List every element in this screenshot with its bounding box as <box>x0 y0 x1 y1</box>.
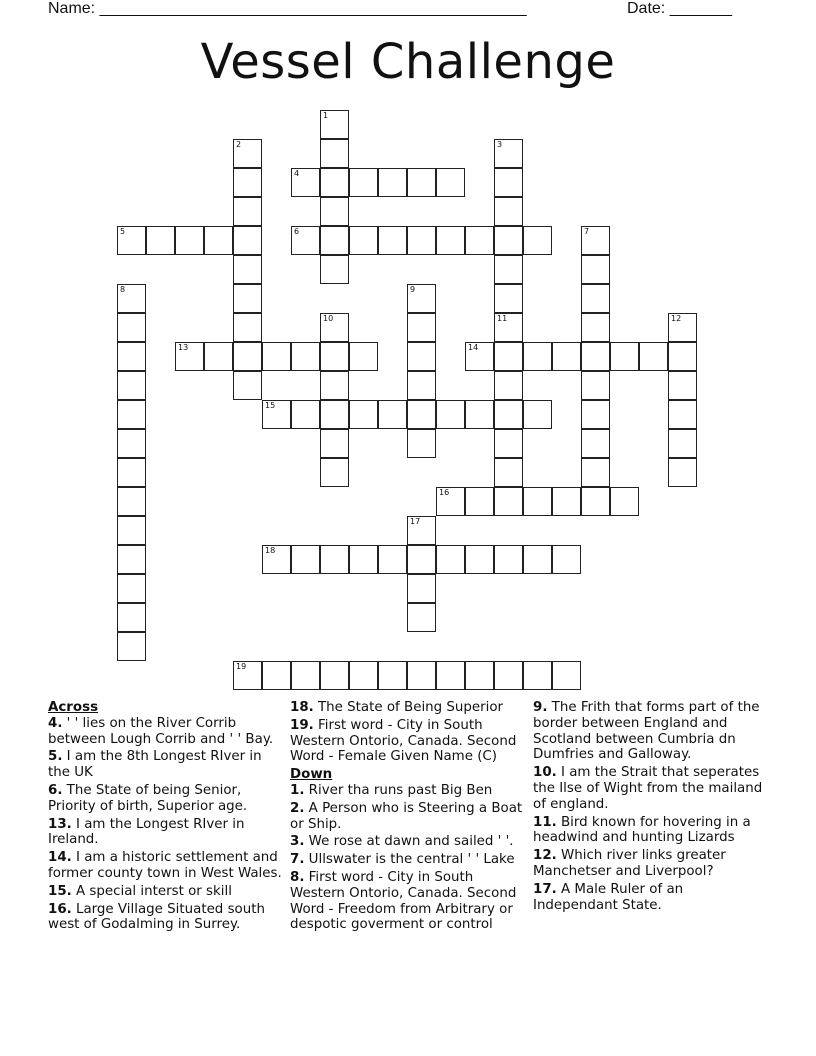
grid-cell[interactable] <box>320 226 349 255</box>
grid-cell[interactable] <box>262 545 291 574</box>
grid-cell[interactable] <box>320 371 349 400</box>
grid-cell[interactable] <box>117 458 146 487</box>
clue-text: Which river links greater Manchetser and Liverpool? <box>533 848 726 879</box>
clue-text: The State of Being Superior <box>318 700 504 715</box>
clue-text: A Person who is Steering a Boat or Ship. <box>290 800 523 832</box>
clue-text: A Male Ruler of an Independant State. <box>533 881 684 913</box>
grid-cell[interactable] <box>320 197 349 226</box>
grid-cell[interactable] <box>233 168 262 197</box>
grid-cell[interactable] <box>494 458 523 487</box>
clue-down-17 <box>533 882 769 914</box>
grid-cell[interactable] <box>494 255 523 284</box>
grid-cell[interactable] <box>291 545 320 574</box>
across-heading: Across <box>48 700 99 715</box>
clue-number: 16. <box>48 901 72 917</box>
grid-cell[interactable] <box>349 342 378 371</box>
grid-cell[interactable] <box>117 342 146 371</box>
clues-column-1 <box>48 700 284 935</box>
cell-number: 4 <box>294 169 300 178</box>
grid-cell[interactable] <box>523 226 552 255</box>
grid-cell[interactable] <box>262 661 291 690</box>
clue-number: 14. <box>48 850 72 866</box>
cell-number: 6 <box>294 227 300 236</box>
grid-cell[interactable] <box>175 226 204 255</box>
grid-cell[interactable] <box>668 458 697 487</box>
clue-text: I am the Strait that seperates the Ilse of Wight from the mailand of england. <box>533 765 763 812</box>
grid-cell[interactable] <box>233 197 262 226</box>
grid-cell[interactable] <box>349 661 378 690</box>
grid-cell[interactable] <box>581 429 610 458</box>
cell-number: 19 <box>236 662 247 671</box>
grid-cell[interactable] <box>320 400 349 429</box>
clue-text: We rose at dawn and sailed ' '. <box>308 834 514 850</box>
grid-cell[interactable] <box>378 226 407 255</box>
clue-number: 13. <box>48 816 72 832</box>
clue-down-8 <box>290 870 526 933</box>
grid-cell[interactable] <box>378 545 407 574</box>
date-field[interactable]: Date: _______ <box>627 0 732 17</box>
grid-cell[interactable] <box>436 545 465 574</box>
grid-cell[interactable] <box>436 487 465 516</box>
grid-cell[interactable] <box>407 516 436 545</box>
grid-cell[interactable] <box>581 371 610 400</box>
grid-cell[interactable] <box>117 371 146 400</box>
grid-cell[interactable] <box>581 400 610 429</box>
grid-cell[interactable] <box>668 313 697 342</box>
grid-cell[interactable] <box>552 661 581 690</box>
grid-cell[interactable] <box>117 284 146 313</box>
grid-cell[interactable] <box>552 342 581 371</box>
grid-cell[interactable] <box>407 284 436 313</box>
grid-cell[interactable] <box>610 487 639 516</box>
grid-cell[interactable] <box>407 226 436 255</box>
grid-cell[interactable] <box>407 545 436 574</box>
grid-cell[interactable] <box>175 342 204 371</box>
grid-cell[interactable] <box>204 342 233 371</box>
cell-number: 9 <box>410 285 416 294</box>
clue-number: 11. <box>533 814 557 830</box>
grid-cell[interactable] <box>349 168 378 197</box>
grid-cell[interactable] <box>494 545 523 574</box>
clue-number: 19. <box>290 717 314 733</box>
grid-cell[interactable] <box>233 313 262 342</box>
clue-text: I am a historic settlement and former county town in West Wales. <box>48 850 282 881</box>
grid-cell[interactable] <box>407 313 436 342</box>
grid-cell[interactable] <box>117 226 146 255</box>
grid-cell[interactable] <box>668 342 697 371</box>
grid-cell[interactable] <box>204 226 233 255</box>
grid-cell[interactable] <box>465 661 494 690</box>
grid-cell[interactable] <box>233 226 262 255</box>
clue-number: 17. <box>533 881 557 897</box>
grid-cell[interactable] <box>436 226 465 255</box>
grid-cell[interactable] <box>494 313 523 342</box>
grid-cell[interactable] <box>117 545 146 574</box>
grid-cell[interactable] <box>581 226 610 255</box>
clue-down-3 <box>290 834 526 850</box>
grid-cell[interactable] <box>320 313 349 342</box>
grid-cell[interactable] <box>552 545 581 574</box>
grid-cell[interactable] <box>291 226 320 255</box>
clues-column-2 <box>290 700 526 935</box>
grid-cell[interactable] <box>117 516 146 545</box>
clue-text: First word - City in South Western Ontorio, Canada. Second Word - Female Given Name (C) <box>290 717 517 765</box>
grid-cell[interactable] <box>291 168 320 197</box>
clue-number: 18. <box>290 700 314 715</box>
grid-cell[interactable] <box>349 400 378 429</box>
cell-number: 13 <box>178 343 189 352</box>
grid-cell[interactable] <box>581 255 610 284</box>
grid-cell[interactable] <box>233 661 262 690</box>
grid-cell[interactable] <box>117 313 146 342</box>
clue-across-14 <box>48 850 284 882</box>
grid-cell[interactable] <box>320 168 349 197</box>
clue-number: 9. <box>533 700 548 715</box>
grid-cell[interactable] <box>117 400 146 429</box>
grid-cell[interactable] <box>465 487 494 516</box>
clue-number: 2. <box>290 800 305 816</box>
clue-across-6 <box>48 783 284 815</box>
grid-cell[interactable] <box>407 168 436 197</box>
grid-cell[interactable] <box>494 226 523 255</box>
grid-cell[interactable] <box>465 400 494 429</box>
grid-cell[interactable] <box>320 458 349 487</box>
cell-number: 14 <box>468 343 479 352</box>
grid-cell[interactable] <box>407 574 436 603</box>
clue-across-19 <box>290 718 526 765</box>
clue-number: 4. <box>48 715 63 731</box>
grid-cell[interactable] <box>668 371 697 400</box>
down-heading: Down <box>290 767 333 783</box>
clue-number: 15. <box>48 883 72 899</box>
grid-cell[interactable] <box>320 545 349 574</box>
clue-text: Bird known for hovering in a headwind and hunting Lizards <box>533 814 751 846</box>
grid-cell[interactable] <box>581 342 610 371</box>
grid-cell[interactable] <box>494 429 523 458</box>
clue-down-11 <box>533 815 769 847</box>
grid-cell[interactable] <box>610 342 639 371</box>
grid-cell[interactable] <box>465 226 494 255</box>
grid-cell[interactable] <box>117 429 146 458</box>
grid-cell[interactable] <box>668 429 697 458</box>
grid-cell[interactable] <box>552 487 581 516</box>
clue-number: 3. <box>290 834 305 850</box>
grid-cell[interactable] <box>233 139 262 168</box>
grid-cell[interactable] <box>494 400 523 429</box>
clue-number: 10. <box>533 765 557 781</box>
grid-cell[interactable] <box>494 342 523 371</box>
grid-cell[interactable] <box>494 197 523 226</box>
cell-number: 2 <box>236 140 242 149</box>
grid-cell[interactable] <box>320 139 349 168</box>
grid-cell[interactable] <box>378 661 407 690</box>
clue-text: I am the 8th Longest RIver in the UK <box>48 749 262 781</box>
grid-cell[interactable] <box>117 487 146 516</box>
cell-number: 17 <box>410 517 421 526</box>
grid-cell[interactable] <box>494 284 523 313</box>
clue-number: 6. <box>48 782 63 798</box>
grid-cell[interactable] <box>291 400 320 429</box>
clue-across-16 <box>48 902 284 934</box>
clues-column-3 <box>533 700 769 915</box>
grid-cell[interactable] <box>581 487 610 516</box>
grid-cell[interactable] <box>494 661 523 690</box>
clue-down-2 <box>290 801 526 833</box>
grid-cell[interactable] <box>262 342 291 371</box>
cell-number: 7 <box>584 227 590 236</box>
clue-across-5 <box>48 749 284 781</box>
grid-cell[interactable] <box>320 255 349 284</box>
grid-cell[interactable] <box>378 168 407 197</box>
grid-cell[interactable] <box>581 284 610 313</box>
grid-cell[interactable] <box>465 545 494 574</box>
grid-cell[interactable] <box>465 342 494 371</box>
grid-cell[interactable] <box>639 342 668 371</box>
grid-cell[interactable] <box>117 574 146 603</box>
grid-cell[interactable] <box>233 284 262 313</box>
grid-cell[interactable] <box>291 661 320 690</box>
clue-across-13 <box>48 817 284 849</box>
grid-cell[interactable] <box>436 661 465 690</box>
grid-cell[interactable] <box>523 342 552 371</box>
clue-down-9 <box>533 700 769 763</box>
grid-cell[interactable] <box>494 139 523 168</box>
grid-cell[interactable] <box>407 661 436 690</box>
grid-cell[interactable] <box>581 313 610 342</box>
grid-cell[interactable] <box>233 342 262 371</box>
grid-cell[interactable] <box>494 168 523 197</box>
cell-number: 16 <box>439 488 450 497</box>
clue-text: Ullswater is the central ' ' Lake <box>308 852 515 868</box>
grid-cell[interactable] <box>262 400 291 429</box>
grid-cell[interactable] <box>436 168 465 197</box>
cell-number: 8 <box>120 285 126 294</box>
grid-cell[interactable] <box>523 487 552 516</box>
clue-across-18 <box>290 700 526 716</box>
grid-cell[interactable] <box>407 371 436 400</box>
clue-text: Large Village Situated south west of Godalming in Surrey. <box>48 901 265 933</box>
grid-cell[interactable] <box>494 371 523 400</box>
grid-cell[interactable] <box>407 400 436 429</box>
clue-text: River tha runs past Big Ben <box>308 782 493 798</box>
grid-cell[interactable] <box>436 400 465 429</box>
grid-cell[interactable] <box>117 632 146 661</box>
grid-cell[interactable] <box>349 226 378 255</box>
grid-cell[interactable] <box>320 110 349 139</box>
clue-number: 12. <box>533 848 557 864</box>
grid-cell[interactable] <box>320 342 349 371</box>
clue-across-4 <box>48 716 284 748</box>
clue-text: First word - City in South Western Ontorio, Canada. Second Word - Freedom from Arbitrary or despotic goverment or control <box>290 869 517 933</box>
page-title: Vessel Challenge <box>200 34 616 90</box>
clue-number: 8. <box>290 869 305 885</box>
grid-cell[interactable] <box>668 400 697 429</box>
cell-number: 3 <box>497 140 503 149</box>
grid-cell[interactable] <box>523 400 552 429</box>
grid-cell[interactable] <box>407 603 436 632</box>
cell-number: 5 <box>120 227 126 236</box>
clue-text: The Frith that forms part of the border between England and Scotland between Cumbria dn Dumfries and Galloway. <box>533 700 760 763</box>
clue-across-15 <box>48 884 284 900</box>
grid-cell[interactable] <box>146 226 175 255</box>
cell-number: 18 <box>265 546 276 555</box>
clue-text: A special interst or skill <box>76 883 232 899</box>
grid-cell[interactable] <box>233 371 262 400</box>
clue-down-1 <box>290 783 526 799</box>
cell-number: 10 <box>323 314 334 323</box>
clue-number: 7. <box>290 852 305 868</box>
cell-number: 12 <box>671 314 682 323</box>
grid-cell[interactable] <box>581 458 610 487</box>
clue-text: I am the Longest RIver in Ireland. <box>48 816 245 848</box>
cell-number: 15 <box>265 401 276 410</box>
grid-cell[interactable] <box>407 429 436 458</box>
clue-down-12 <box>533 848 769 880</box>
name-field[interactable]: Name: ________________________________________________ <box>48 0 527 17</box>
clue-number: 5. <box>48 749 63 765</box>
grid-cell[interactable] <box>291 342 320 371</box>
grid-cell[interactable] <box>233 255 262 284</box>
grid-cell[interactable] <box>320 429 349 458</box>
grid-cell[interactable] <box>320 661 349 690</box>
grid-cell[interactable] <box>407 342 436 371</box>
grid-cell[interactable] <box>349 545 378 574</box>
clue-down-7 <box>290 852 526 868</box>
grid-cell[interactable] <box>523 545 552 574</box>
cell-number: 11 <box>497 314 508 323</box>
clue-text: ' ' lies on the River Corrib between Lough Corrib and ' ' Bay. <box>48 715 274 747</box>
cell-number: 1 <box>323 111 329 120</box>
grid-cell[interactable] <box>378 400 407 429</box>
grid-cell[interactable] <box>494 487 523 516</box>
clue-down-10 <box>533 765 769 812</box>
grid-cell[interactable] <box>117 603 146 632</box>
grid-cell[interactable] <box>523 661 552 690</box>
clue-text: The State of being Senior, Priority of birth, Superior age. <box>48 782 248 814</box>
clue-number: 1. <box>290 782 305 798</box>
